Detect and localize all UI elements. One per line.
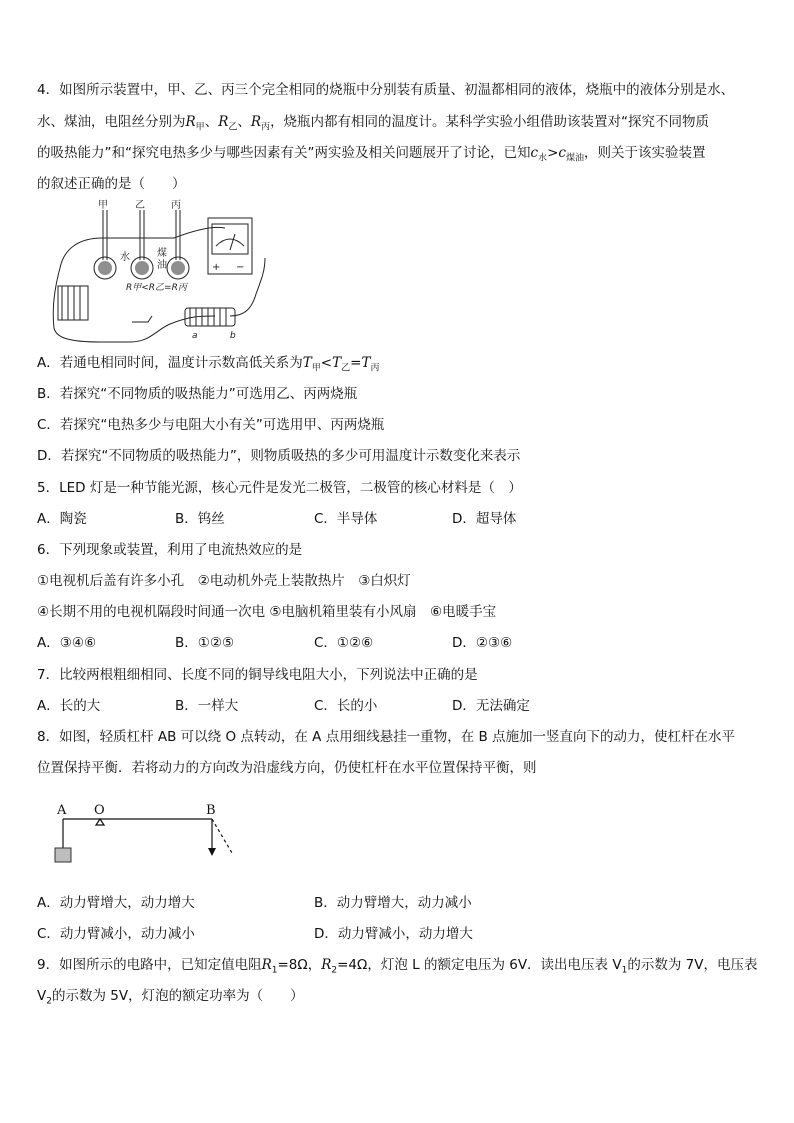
t-symbol: T: [361, 355, 371, 371]
sep: 、: [237, 114, 251, 130]
r1-sub: 1: [271, 965, 278, 976]
r2-value: =4Ω，灯泡 L 的额定电压为 6V．读出电压表 V: [337, 957, 622, 973]
sub-bing: 丙: [370, 363, 380, 374]
v2-symbol: V: [37, 988, 47, 1004]
meter-plus: +: [212, 262, 221, 273]
q4-option-b: B．若探究“不同物质的吸热能力”可选用乙、丙两烧瓶: [37, 386, 358, 402]
q7-option-c: C．长的小: [314, 698, 378, 714]
label-oil2: 油: [157, 260, 167, 271]
q4-text: 水、煤油，电阻丝分别为: [37, 114, 186, 130]
q9-text: 的示数为 5V，灯泡的额定功率为（ ）: [51, 988, 304, 1004]
sub-jia: 甲: [195, 122, 205, 133]
arrow-head-icon: [208, 848, 216, 856]
q5-option-a: A．陶瓷: [37, 511, 87, 527]
r-symbol: R: [250, 114, 262, 130]
label-o: O: [94, 803, 105, 818]
q6-stem: 6．下列现象或装置，利用了电流热效应的是: [37, 542, 303, 558]
q6-items-line2: ④长期不用的电视机隔段时间通一次电 ⑤电脑机箱里装有小风扇 ⑥电暖手宝: [37, 604, 497, 620]
q4-text: 的吸热能力”和“探究电热多少与哪些因素有关”两实验及相关问题展开了讨论，已知: [37, 145, 531, 161]
q4-apparatus-figure: [40, 198, 270, 344]
q4-text: ，烧瓶内都有相同的温度计。某科学实验小组借助该装置对“探究不同物质: [270, 114, 710, 130]
eq-symbol: =: [350, 355, 362, 371]
label-yi: 乙: [135, 200, 145, 211]
weight-block: [55, 848, 71, 862]
sub-bing: 丙: [261, 122, 271, 133]
q5-stem: 5．LED 灯是一种节能光源，核心元件是发光二极管，二极管的核心材料是（ ）: [37, 480, 522, 496]
q4-option-a: [37, 353, 379, 379]
sub-yi: 乙: [341, 363, 351, 374]
label-a: A: [57, 803, 67, 818]
q8-option-a: A．动力臂增大，动力增大: [37, 895, 195, 911]
label-oil1: 煤: [157, 248, 167, 259]
q8-lever-figure: [50, 798, 250, 868]
r1-symbol: R: [261, 957, 272, 973]
q7-option-a: A．长的大: [37, 698, 101, 714]
v1-sub: 1: [621, 965, 628, 976]
q4-stem-line1: 4．如图所示装置中，甲、乙、丙三个完全相同的烧瓶中分别装有质量、初温都相同的液体，烧瓶中的液体分别是水、: [37, 82, 735, 98]
rheostat-b: b: [230, 331, 236, 341]
c-symbol: c: [530, 145, 539, 161]
q6-option-c: C．①②⑥: [314, 635, 374, 651]
q8-option-b: B．动力臂增大，动力减小: [314, 895, 472, 911]
gt-symbol: >: [547, 145, 559, 161]
q6-option-b: B．①②⑤: [175, 635, 235, 651]
c-symbol: c: [558, 145, 566, 161]
switch-icon: [132, 316, 152, 322]
q5-option-d: D．超导体: [452, 511, 517, 527]
q4-text: ，则关于该实验装置: [583, 145, 706, 161]
r2-sub: 2: [331, 965, 338, 976]
dashed-force-line: [212, 819, 232, 853]
q9-stem-line2: [37, 986, 304, 1012]
q7-stem: 7．比较两根粗细相同、长度不同的铜导线电阻大小，下列说法中正确的是: [37, 667, 478, 683]
q4-option-a-text: A．若通电相同时间，温度计示数高低关系为: [37, 355, 303, 371]
sub-yi: 乙: [228, 122, 238, 133]
q8-option-d: D．动力臂减小，动力增大: [314, 926, 473, 942]
q6-option-d: D．②③⑥: [452, 635, 513, 651]
lt-symbol: <: [320, 355, 333, 371]
sub-oil: 煤油: [565, 153, 584, 164]
pivot-icon: [96, 819, 104, 825]
q4-stem-line3: [37, 143, 705, 169]
q7-option-d: D．无法确定: [452, 698, 530, 714]
sub-water: 水: [538, 153, 548, 164]
r-symbol: R: [218, 114, 229, 130]
t-symbol: T: [302, 355, 312, 371]
q5-option-b: B．钨丝: [175, 511, 225, 527]
q4-option-c: C．若探究“电热多少与电阻大小有关”可选用甲、丙两烧瓶: [37, 417, 385, 433]
q6-option-a: A．③④⑥: [37, 635, 97, 651]
v2-sub: 2: [46, 996, 52, 1007]
q7-option-b: B．一样大: [175, 698, 239, 714]
sub-jia: 甲: [311, 363, 321, 374]
q4-stem-line2: [37, 112, 709, 138]
q5-option-c: C．半导体: [314, 511, 378, 527]
q8-option-c: C．动力臂减小，动力减小: [37, 926, 195, 942]
meter-minus: −: [236, 262, 245, 273]
q8-stem-line2: 位置保持平衡．若将动力的方向改为沿虚线方向，仍使杠杆在水平位置保持平衡，则: [37, 760, 537, 776]
rheostat-a: a: [192, 331, 198, 341]
q9-text: 的示数为 7V，电压表: [627, 957, 758, 973]
sep: 、: [204, 114, 219, 130]
label-jia: 甲: [98, 200, 108, 211]
t-symbol: T: [332, 355, 342, 371]
label-b: B: [206, 803, 216, 818]
label-bing: 丙: [171, 200, 181, 211]
q4-option-d: D．若探究“不同物质的吸热能力”，则物质吸热的多少可用温度计示数变化来表示: [37, 448, 521, 464]
q6-items-line1: ①电视机后盖有许多小孔 ②电动机外壳上装散热片 ③白炽灯: [37, 573, 411, 589]
label-water: 水: [120, 252, 130, 263]
q9-stem-line1: [37, 955, 757, 981]
r1-value: =8Ω，: [277, 957, 322, 973]
resistance-relation: R甲<R乙=R丙: [126, 283, 187, 293]
q8-stem-line1: 8．如图，轻质杠杆 AB 可以绕 O 点转动，在 A 点用细线悬挂一重物，在 B 点施加一竖直向下的动力，使杠杆在水平: [37, 729, 736, 745]
q9-text: 9．如图所示的电路中，已知定值电阻: [37, 957, 262, 973]
r2-symbol: R: [321, 957, 332, 973]
r-symbol: R: [185, 114, 196, 130]
q4-stem-line4: 的叙述正确的是（ ）: [37, 176, 186, 192]
